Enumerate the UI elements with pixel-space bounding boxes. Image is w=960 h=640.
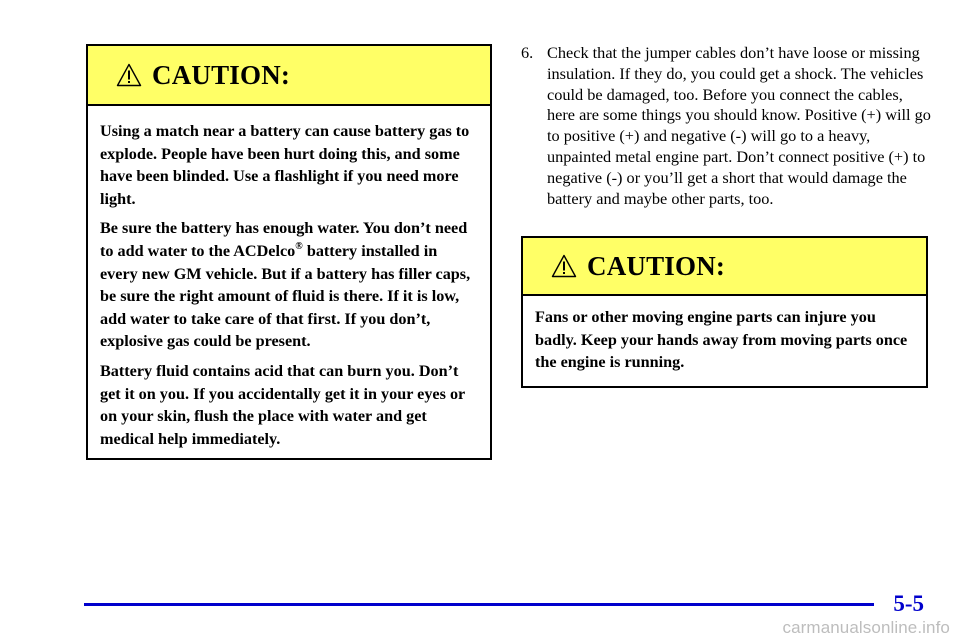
page-number: 5-5	[893, 591, 924, 616]
caution-paragraph-water-end: battery installed in every new GM vehicle. But if a battery has filler caps, be sure the right amount of fluid is there. If it is low, add water to take care of that first. If you don’t, explosive gas could be present.	[100, 241, 471, 351]
caution-header	[523, 238, 926, 296]
step-6	[521, 43, 931, 209]
caution-paragraph-acid: Battery fluid contains acid that can burn you. Don’t get it on you. If you accidentally get it in your eyes or on your skin, flush the place with water and get medical help immediately.	[100, 361, 465, 448]
caution-box-battery	[86, 44, 492, 460]
registered-mark: ®	[295, 240, 303, 252]
caution-paragraph-fans: Fans or other moving engine parts can injure you badly. Keep your hands away from moving parts once the engine is running.	[535, 308, 908, 372]
step-number: 6.	[521, 43, 534, 62]
caution-body	[523, 296, 926, 374]
caution-paragraph-water-start: Be sure the battery has enough water. You don’t need to add water to the ACDelco	[100, 219, 468, 260]
caution-title: CAUTION:	[587, 250, 726, 281]
caution-body	[88, 106, 490, 450]
step-text: Check that the jumper cables don’t have loose or missing insulation. If they do, you could get a shock. The vehicles could be damaged, too. Before you connect the cables, here are some things you should know. Positive (+) will go to positive (+) and negative (-) will go to a heavy, unpainted metal engine part. Don’t connect positive (+) to negative (-) or you’ll get a short that would damage the battery and maybe other parts, too.	[547, 43, 931, 208]
warning-triangle-icon	[116, 63, 142, 87]
caution-header	[88, 46, 490, 106]
caution-box-fans	[521, 236, 928, 388]
footer-rule	[84, 603, 874, 606]
warning-triangle-icon	[551, 254, 577, 278]
caution-title: CAUTION:	[152, 59, 291, 90]
caution-paragraph-match: Using a match near a battery can cause battery gas to explode. People have been hurt doing this, and some have been blinded. Use a flashlight if you need more light.	[100, 122, 470, 208]
caution-paragraph-water	[100, 217, 478, 353]
watermark: carmanualsonline.info	[782, 618, 950, 637]
